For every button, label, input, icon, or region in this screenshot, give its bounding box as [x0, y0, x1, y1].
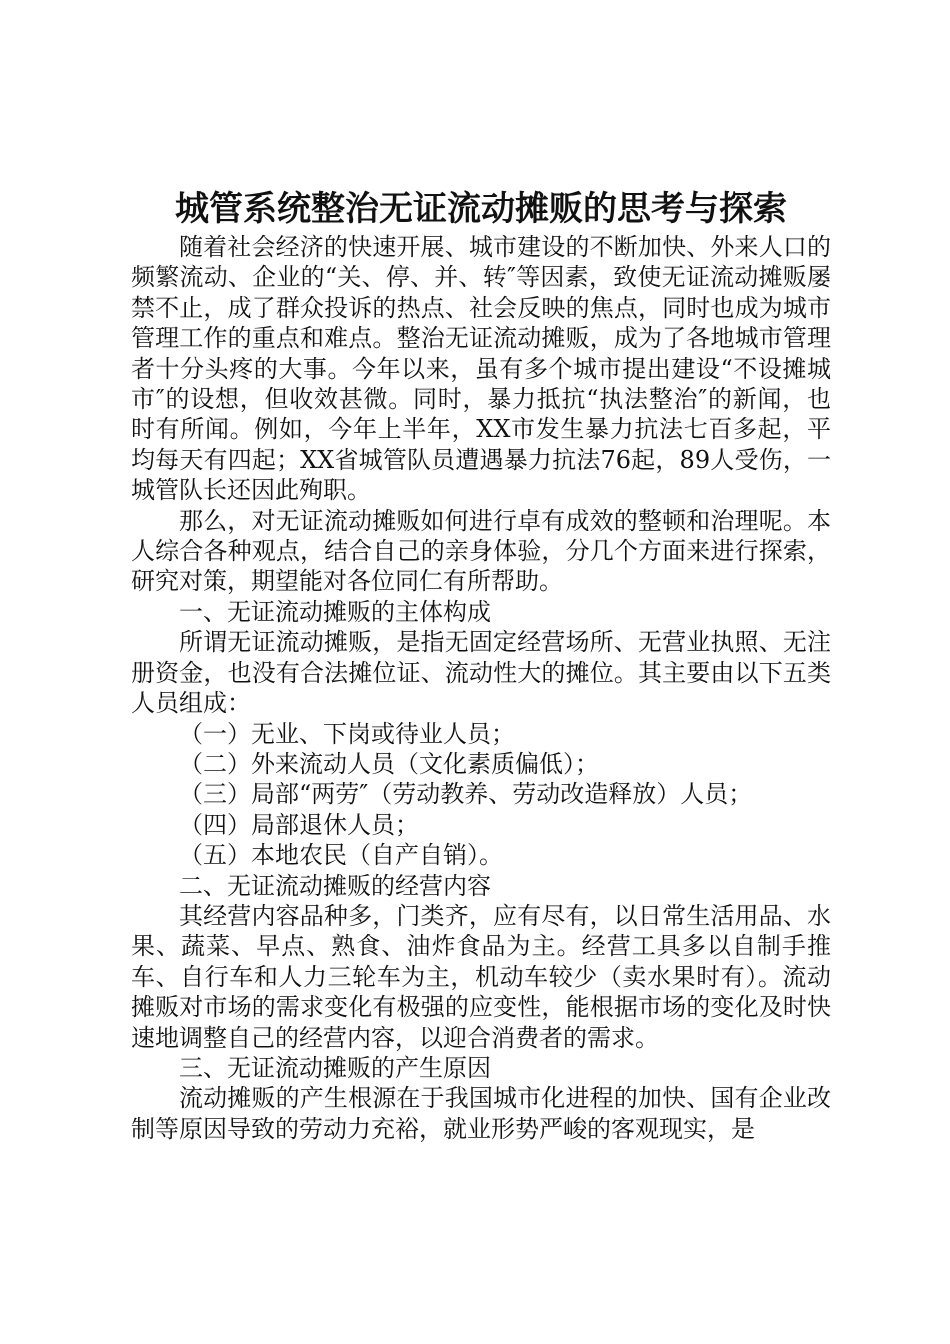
paragraph-approach: 那么，对无证流动摊贩如何进行卓有成效的整顿和治理呢。本人综合各种观点，结合自己的亲身体验，分几个方面来进行探索，研究对策，期望能对各位同仁有所帮助。	[131, 506, 831, 596]
list-item-3: （三）局部“两劳″（劳动教养、劳动改造释放）人员；	[179, 780, 753, 809]
document-page	[131, 186, 831, 1144]
document-title: 城管系统整治无证流动摊贩的思考与探索	[175, 189, 787, 229]
paragraph-definition: 所谓无证流动摊贩，是指无固定经营场所、无营业执照、无注册资金，也没有合法摊位证、流动性大的摊位。其主要由以下五类人员组成：	[131, 628, 831, 718]
section-heading-3: 三、无证流动摊贩的产生原因	[179, 1053, 491, 1082]
document-body	[131, 232, 831, 1144]
section-heading-2: 二、无证流动摊贩的经营内容	[179, 871, 491, 900]
list-item-2: （二）外来流动人员（文化素质偏低）；	[179, 749, 599, 778]
paragraph-causes: 流动摊贩的产生根源在于我国城市化进程的加快、国有企业改制等原因导致的劳动力充裕，就业形势严峻的客观现实，是	[131, 1084, 831, 1143]
section-heading-1: 一、无证流动摊贩的主体构成	[179, 597, 491, 626]
list-item-4: （四）局部退休人员；	[179, 810, 419, 839]
paragraph-business-content: 其经营内容品种多，门类齐，应有尽有，以日常生活用品、水果、蔬菜、早点、熟食、油炸食品为主。经营工具多以自制手推车、自行车和人力三轮车为主，机动车较少（卖水果时有）。流动摊贩对市场的需求变化有极强的应变性，能根据市场的变化及时快速地调整自己的经营内容，以迎合消费者的需求。	[131, 901, 831, 1052]
list-item-5: （五）本地农民（自产自销）。	[179, 841, 503, 870]
paragraph-intro: 随着社会经济的快速开展、城市建设的不断加快、外来人口的频繁流动、企业的“关、停、并、转″等因素，致使无证流动摊贩屡禁不止，成了群众投诉的热点、社会反映的焦点，同时也成为城市管理工作的重点和难点。整治无证流动摊贩，成为了各地城市管理者十分头疼的大事。今年以来，虽有多个城市提出建设“不设摊城市″的设想，但收效甚微。同时，暴力抵抗“执法整治″的新闻，也时有所闻。例如，今年上半年，XX市发生暴力抗法七百多起，平均每天有四起；XX省城管队员遭遇暴力抗法76起，89人受伤，一城管队长还因此殉职。	[131, 233, 831, 505]
list-item-1: （一）无业、下岗或待业人员；	[179, 719, 515, 748]
